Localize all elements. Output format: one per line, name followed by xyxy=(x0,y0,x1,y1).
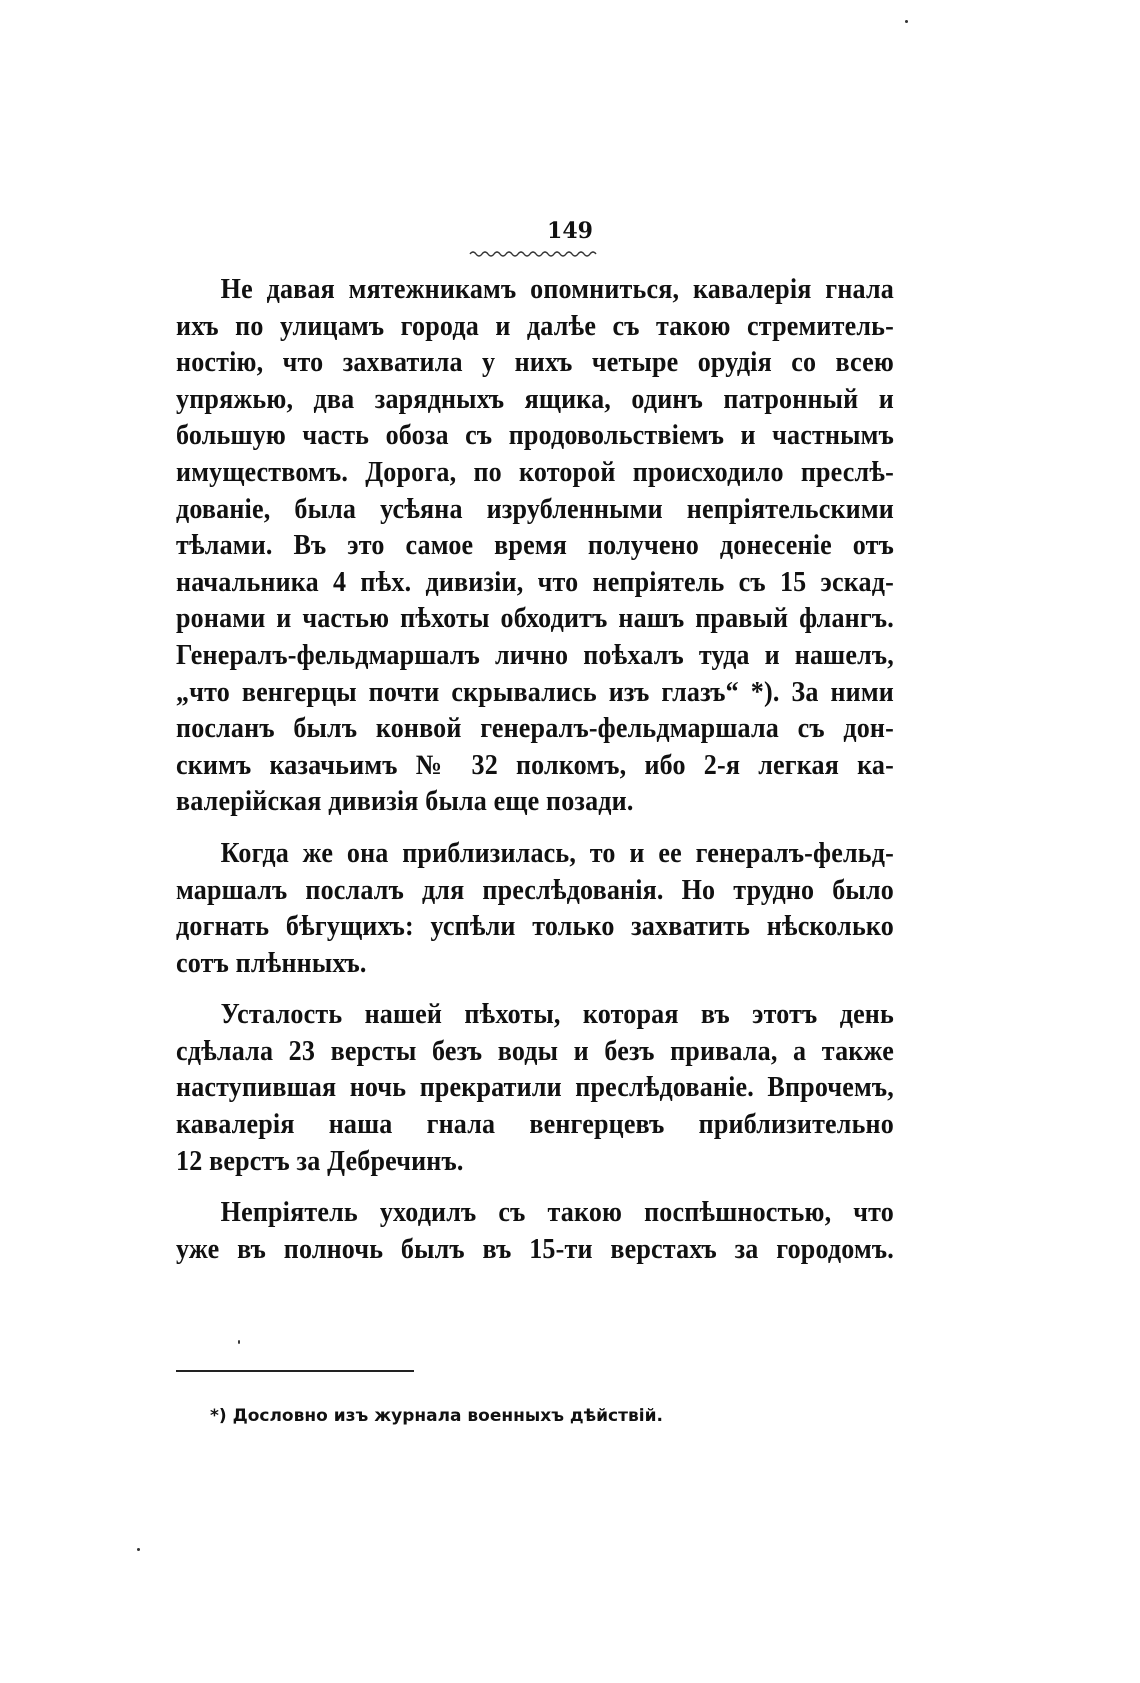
paragraph-1 xyxy=(176,272,894,821)
text-line: догнать бѣгущихъ: успѣли только захватить нѣсколько xyxy=(176,911,894,943)
paragraph-4 xyxy=(176,1195,894,1268)
text-line: Не давая мятежникамъ опомниться, кавалерія гнала xyxy=(220,274,894,305)
text-line: сотъ плѣнныхъ. xyxy=(176,947,367,979)
text-line: маршалъ послалъ для преслѣдованія. Но трудно было xyxy=(176,874,894,906)
body-text xyxy=(176,272,894,1268)
page-number-ornament xyxy=(468,246,598,258)
footnote: *) Дословно изъ журнала военныхъ дѣйствій. xyxy=(210,1406,663,1426)
text-line: 12 верстъ за Дебречинъ. xyxy=(176,1145,464,1177)
paragraph-3 xyxy=(176,997,894,1180)
text-line: начальника 4 пѣх. дивизіи, что непріятель съ 15 эскад- xyxy=(176,566,894,598)
text-line: „что венгерцы почти скрывались изъ глазъ“ *). За ними xyxy=(176,676,894,708)
scan-speck xyxy=(238,1340,240,1344)
text-line: Когда же она приблизилась, то и ее генералъ-фельд- xyxy=(220,837,894,869)
text-line: большую часть обоза съ продовольствіемъ и частнымъ xyxy=(176,420,894,452)
scan-speck xyxy=(905,20,908,23)
text-line: наступившая ночь прекратили преслѣдованіе. Впрочемъ, xyxy=(176,1072,894,1104)
text-line: посланъ былъ конвой генералъ-фельдмаршала съ дон- xyxy=(176,713,894,745)
text-line: Усталость нашей пѣхоты, которая въ этотъ день xyxy=(220,999,894,1031)
text-line: ронами и частью пѣхоты обходитъ нашъ правый флангъ. xyxy=(176,603,894,635)
scan-speck xyxy=(137,1548,140,1551)
page-number: 149 xyxy=(547,218,593,244)
text-line: валерійская дивизія была еще позади. xyxy=(176,786,634,818)
text-line: кавалерія наша гнала венгерцевъ приблизительно xyxy=(176,1109,894,1141)
text-line: уже въ полночь былъ въ 15-ти верстахъ за городомъ. xyxy=(176,1233,894,1265)
text-line: ностію, что захватила у нихъ четыре орудія со всею xyxy=(176,347,894,379)
text-line: тѣлами. Въ это самое время получено донесеніе отъ xyxy=(176,530,894,562)
text-line: дованіе, была усѣяна изрубленными непріятельскими xyxy=(176,493,894,525)
text-line: имуществомъ. Дорога, по которой происходило преслѣ- xyxy=(176,456,894,488)
text-line: скимъ казачьимъ № 32 полкомъ, ибо 2-я легкая ка- xyxy=(176,749,894,781)
text-line: упряжью, два зарядныхъ ящика, одинъ патронный и xyxy=(176,383,894,415)
text-line: Непріятель уходилъ съ такою поспѣшностью, что xyxy=(220,1197,894,1229)
text-line: Генералъ-фельдмаршалъ лично поѣхалъ туда и нашелъ, xyxy=(176,639,894,671)
paragraph-2 xyxy=(176,836,894,982)
text-line: ихъ по улицамъ города и далѣе съ такою стремитель- xyxy=(176,310,894,342)
footnote-rule xyxy=(176,1370,414,1372)
text-line: сдѣлала 23 версты безъ воды и безъ привала, а также xyxy=(176,1035,894,1067)
